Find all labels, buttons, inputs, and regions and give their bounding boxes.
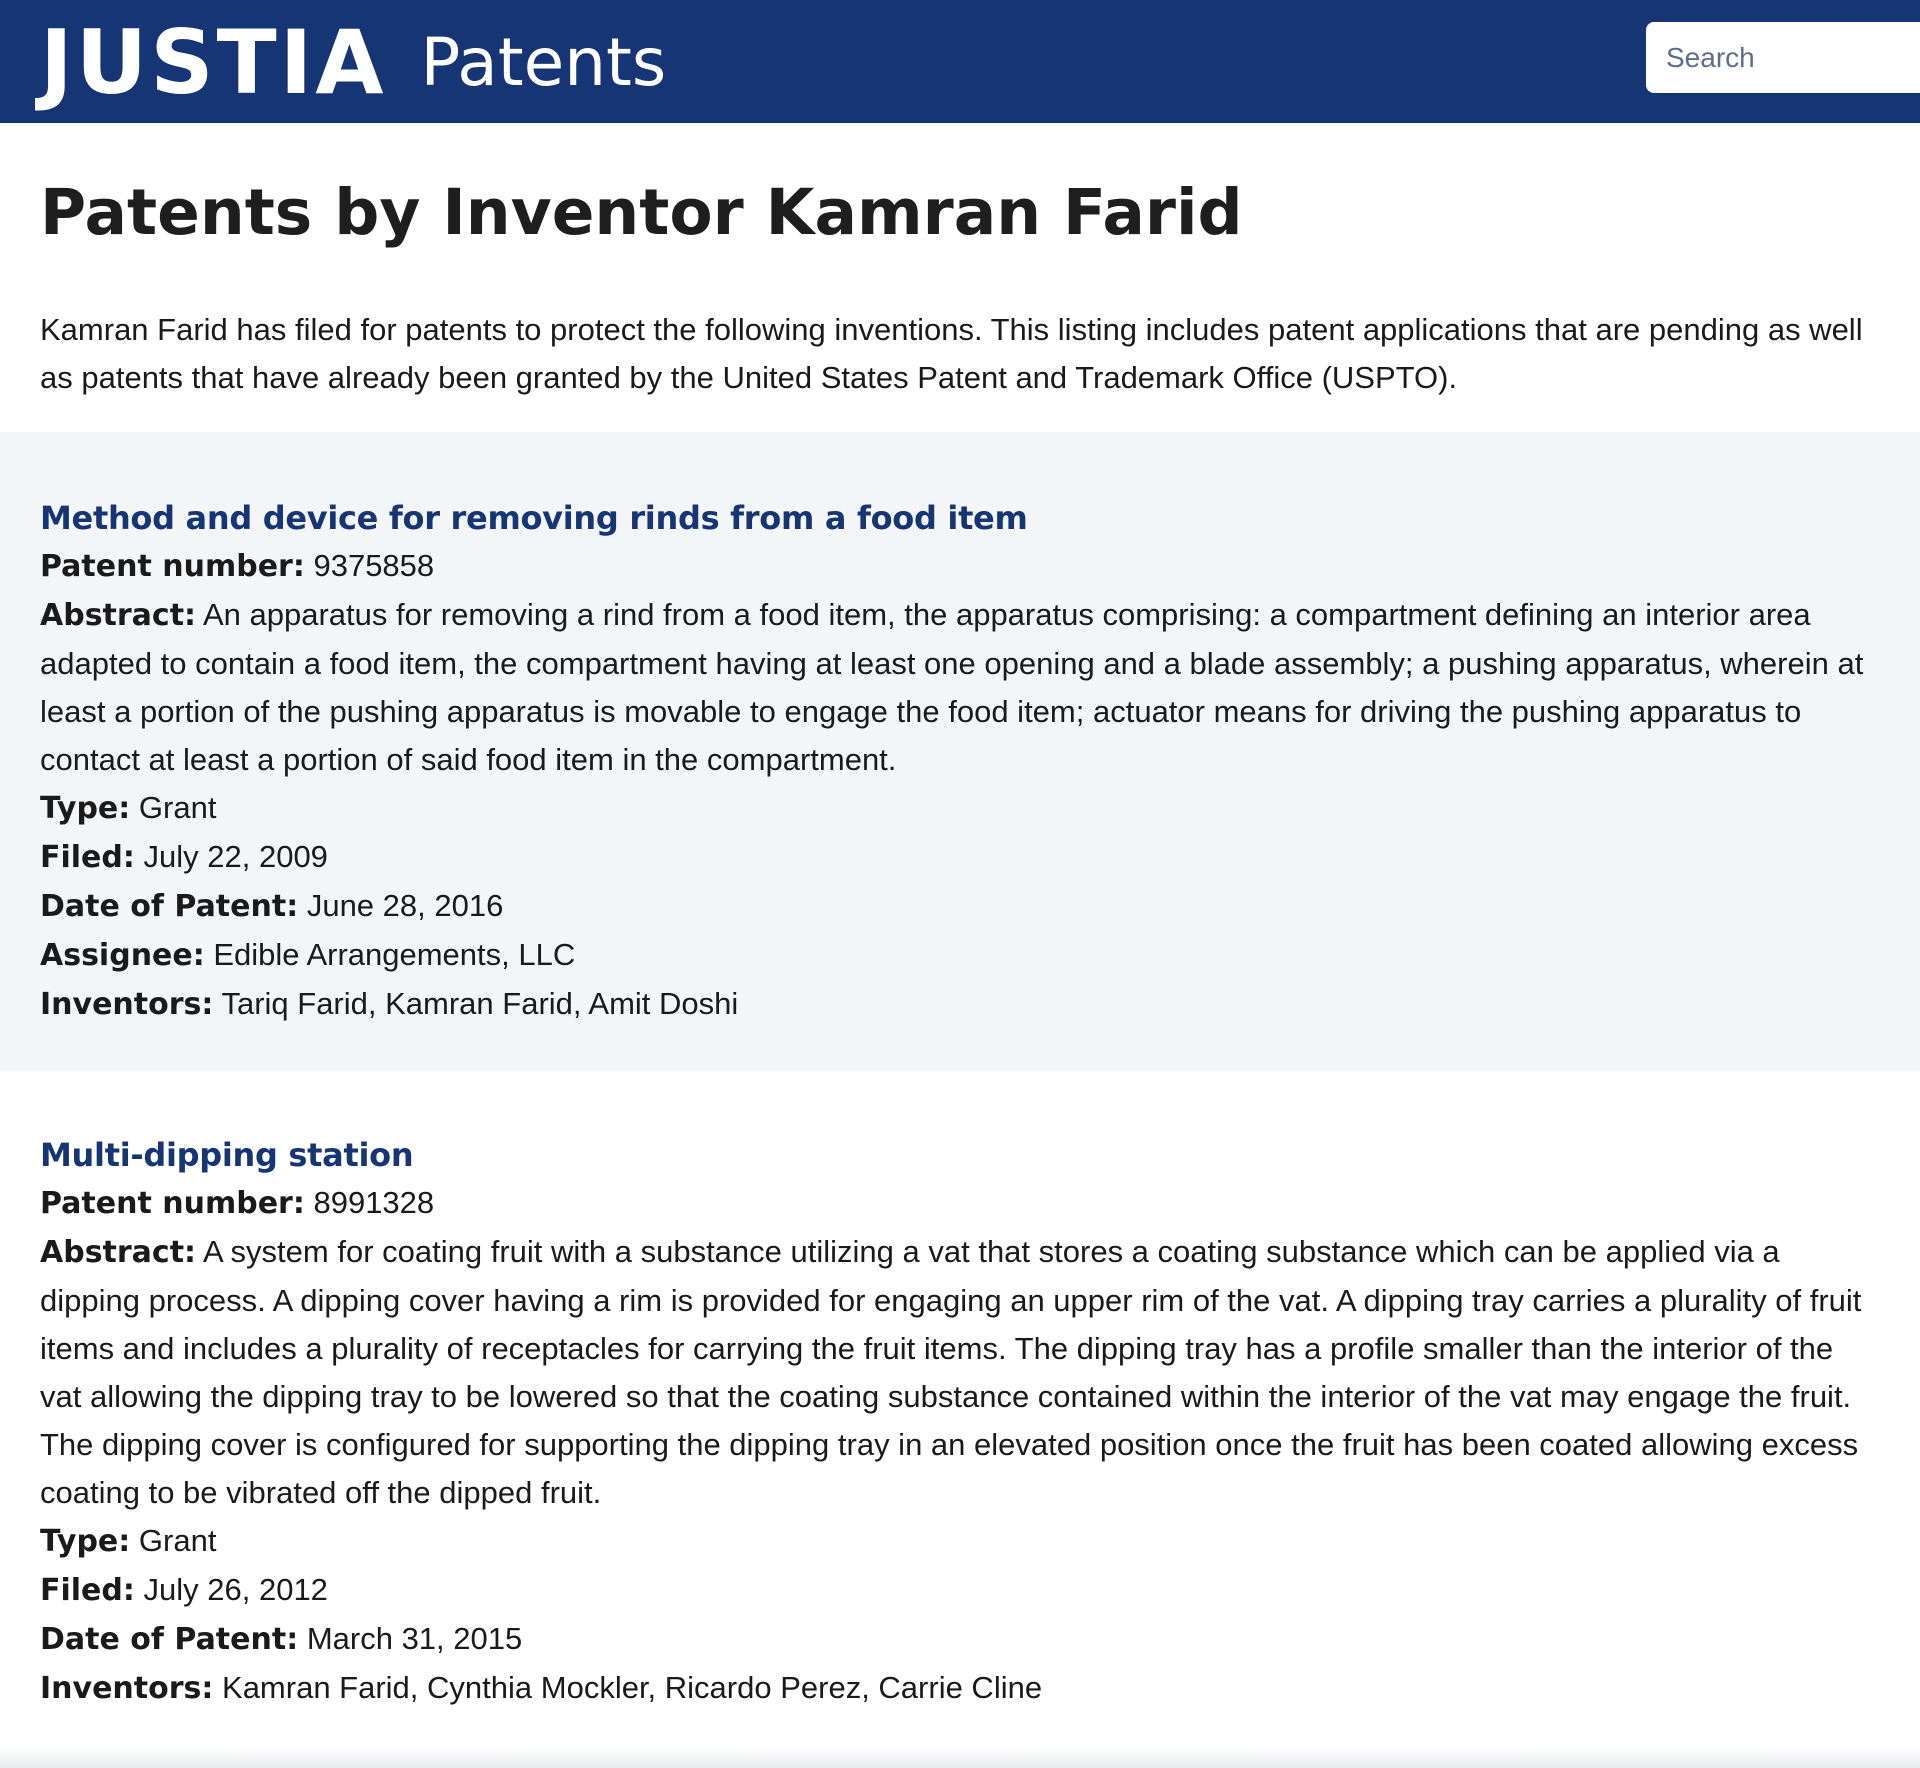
patent-number-label: Patent number: <box>40 1186 305 1221</box>
type-label: Type: <box>40 791 131 826</box>
filed-label: Filed: <box>40 1573 135 1608</box>
inventors-value: Kamran Farid, Cynthia Mockler, Ricardo Perez, Carrie Cline <box>222 1670 1043 1705</box>
assignee-label: Assignee: <box>40 938 205 973</box>
date-of-patent-value: June 28, 2016 <box>306 888 504 923</box>
justia-patents-logo[interactable] <box>40 8 666 118</box>
filed-label: Filed: <box>40 840 135 875</box>
type-row <box>40 1517 1880 1566</box>
inventors-label: Inventors: <box>40 987 214 1022</box>
patent-number-row <box>40 542 1880 591</box>
search-box <box>1646 22 1920 93</box>
patent-number-value: 9375858 <box>313 548 435 583</box>
type-label: Type: <box>40 1524 131 1559</box>
type-value: Grant <box>138 790 217 825</box>
patent-title-link[interactable]: Multi-dipping station <box>40 1136 414 1174</box>
inventors-row <box>40 980 1880 1029</box>
page-bottom-shadow <box>0 1748 1920 1768</box>
abstract-text: A system for coating fruit with a substance utilizing a vat that stores a coating substance which can be applied via a dipping process. A dipping cover having a rim is provided for engaging an upper rim of the vat. A dipping tray carries a plurality of fruit items and includes a plurality of receptacles for carrying the fruit items. The dipping tray has a profile smaller than the interior of the vat allowing the dipping tray to be lowered so that the coating substance contained within the interior of the vat may engage the fruit. The dipping cover is configured for supporting the dipping tray in an elevated position once the fruit has been coated allowing excess coating to be vibrated off the dipped fruit. <box>40 1234 1862 1510</box>
date-of-patent-row <box>40 1615 1880 1664</box>
filed-row <box>40 833 1880 882</box>
assignee-row <box>40 931 1880 980</box>
page-title: Patents by Inventor Kamran Farid <box>40 176 1243 249</box>
assignee-value: Edible Arrangements, LLC <box>213 937 576 972</box>
type-value: Grant <box>138 1523 217 1558</box>
date-of-patent-row <box>40 882 1880 931</box>
inventors-label: Inventors: <box>40 1671 214 1706</box>
page-intro: Kamran Farid has filed for patents to protect the following inventions. This listing includes patent applications that are pending as well as patents that have already been granted by the United States Patent and Trademark Office (USPTO). <box>40 312 1863 395</box>
type-row <box>40 784 1880 833</box>
date-of-patent-value: March 31, 2015 <box>306 1621 523 1656</box>
patent-result <box>0 1071 1920 1761</box>
filed-row <box>40 1566 1880 1615</box>
search-input[interactable] <box>1664 41 1920 75</box>
logo-wordmark: JUSTIA <box>40 11 387 114</box>
inventors-row <box>40 1664 1880 1713</box>
patent-number-label: Patent number: <box>40 549 305 584</box>
filed-value: July 26, 2012 <box>143 1572 328 1607</box>
patent-result <box>0 432 1920 1071</box>
abstract-label: Abstract: <box>40 1235 197 1270</box>
abstract-row <box>40 591 1880 784</box>
abstract-text: An apparatus for removing a rind from a food item, the apparatus comprising: a compartment defining an interior area adapted to contain a food item, the compartment having at least one opening and a blade assembly; a pushing apparatus, wherein at least a portion of the pushing apparatus is movable to engage the food item; actuator means for driving the pushing apparatus to contact at least a portion of said food item in the compartment. <box>40 597 1864 777</box>
date-of-patent-label: Date of Patent: <box>40 1622 299 1657</box>
abstract-row <box>40 1228 1880 1517</box>
patent-title-link[interactable]: Method and device for removing rinds from a food item <box>40 499 1028 537</box>
filed-value: July 22, 2009 <box>143 839 328 874</box>
patent-number-value: 8991328 <box>313 1185 435 1220</box>
logo-section-name: Patents <box>420 24 667 101</box>
abstract-label: Abstract: <box>40 598 197 633</box>
patent-number-row <box>40 1179 1880 1228</box>
inventors-value: Tariq Farid, Kamran Farid, Amit Doshi <box>221 986 739 1021</box>
site-header <box>0 0 1920 123</box>
date-of-patent-label: Date of Patent: <box>40 889 299 924</box>
